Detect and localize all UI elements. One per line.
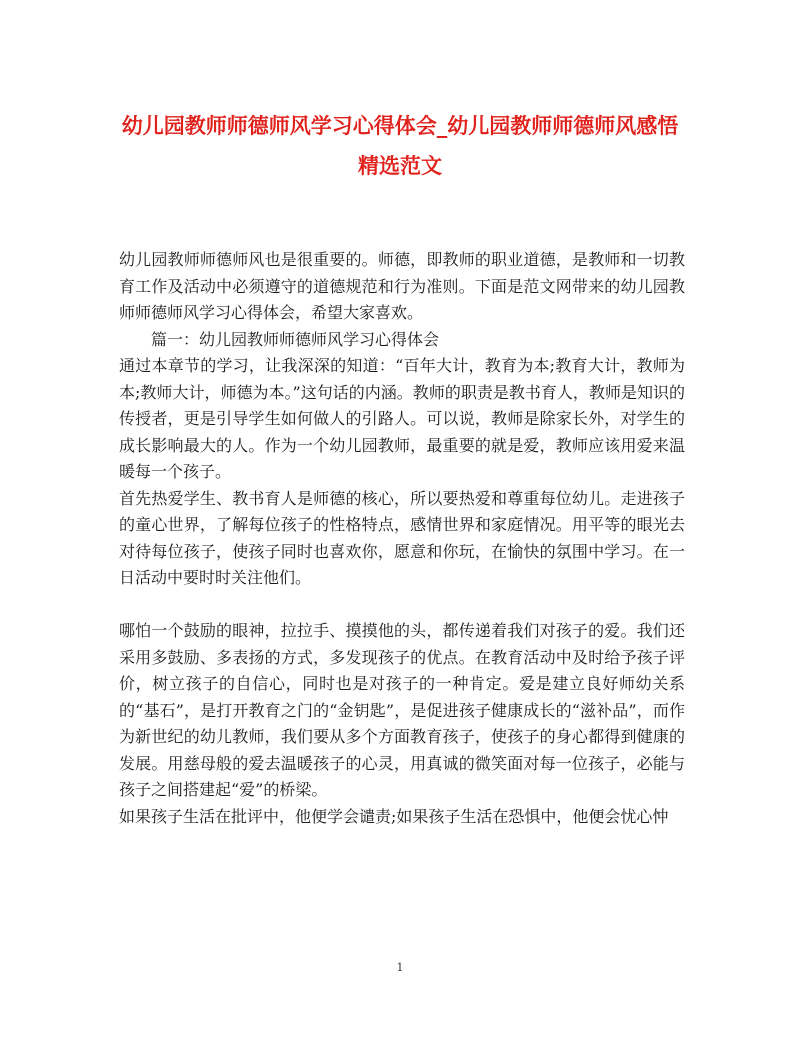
document-title: 幼儿园教师师德师风学习心得体会_幼儿园教师师德师风感悟精选范文	[121, 114, 679, 178]
body-paragraph: 通过本章节的学习，让我深深的知道：“百年大计，教育为本;教育大计，教师为本;教师大计，师德为本。”这句话的内涵。教师的职责是教书育人，教师是知识的传授者，更是引导学生如何做人的引路人。可以说，教师是除家长外，对学生的成长影响最大的人。作为一个幼儿园教师，最重要的就是爱，教师应该用爱来温暖每一个孩子。	[119, 356, 685, 481]
intro-paragraph: 幼儿园教师师德师风也是很重要的。师德，即教师的职业道德，是教师和一切教育工作及活动中必须遵守的道德规范和行为准则。下面是范文网带来的幼儿园教师师德师风学习心得体会，希望大家喜欢。	[119, 250, 685, 322]
body-paragraph: 如果孩子生活在批评中，他便学会谴责;如果孩子生活在恐惧中，他便会忧心忡	[119, 806, 669, 826]
body-paragraph: 首先热爱学生、教书育人是师德的核心，所以要热爱和尊重每位幼儿。走进孩子的童心世界，了解每位孩子的性格特点，感情世界和家庭情况。用平等的眼光去对待每位孩子，使孩子同时也喜欢你，愿意和你玩，在愉快的氛围中学习。在一日活动中要时时关注他们。	[119, 488, 685, 587]
section-heading: 篇一：幼儿园教师师德师风学习心得体会	[151, 329, 440, 349]
document-body	[119, 247, 685, 830]
body-paragraph: 哪怕一个鼓励的眼神，拉拉手、摸摸他的头，都传递着我们对孩子的爱。我们还采用多鼓励、多表扬的方式，多发现孩子的优点。在教育活动中及时给予孩子评价，树立孩子的自信心，同时也是对孩子的一种肯定。爱是建立良好师幼关系的“基石”，是打开教育之门的“金钥匙”，是促进孩子健康成长的“滋补品”，而作为新世纪的幼儿教师，我们要从多个方面教育孩子，使孩子的身心都得到健康的发展。用慈母般的爱去温暖孩子的心灵，用真诚的微笑面对每一位孩子，必能与孩子之间搭建起“爱”的桥梁。	[119, 621, 685, 799]
page-number: 1	[396, 961, 404, 974]
paragraph-spacer	[119, 592, 685, 619]
